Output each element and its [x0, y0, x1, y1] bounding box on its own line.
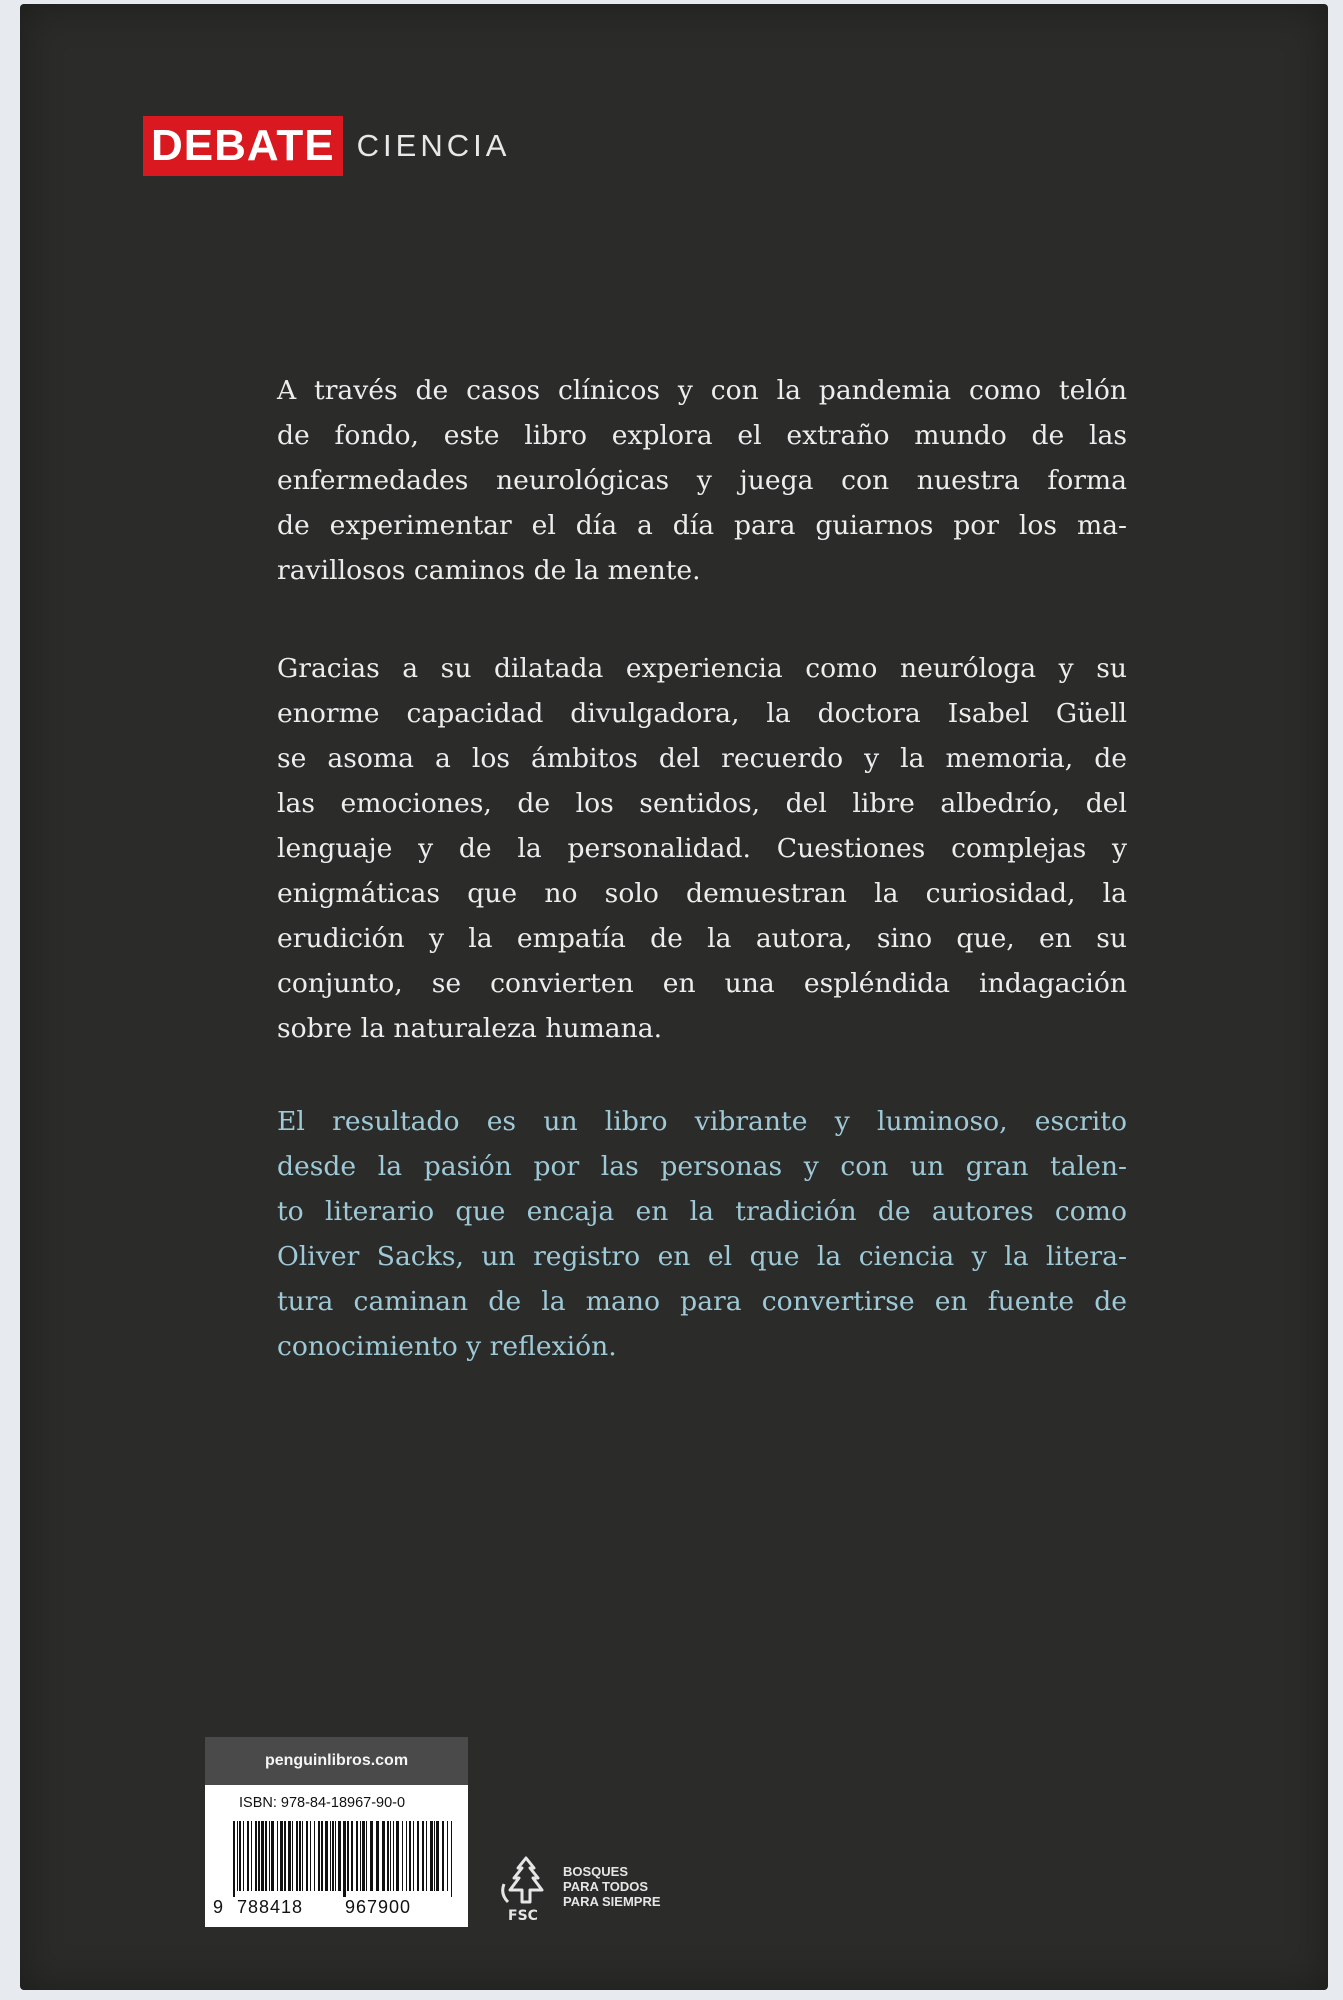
blurb-line: enfermedades neurológicas y juega con nuestra forma: [277, 465, 1127, 496]
publisher-logo: [143, 116, 510, 176]
fsc-slogan-line: PARA SIEMPRE: [563, 1894, 661, 1909]
blurb-line: se asoma a los ámbitos del recuerdo y la memoria, de: [277, 743, 1127, 774]
blurb-line: las emociones, de los sentidos, del libre albedrío, del: [277, 788, 1127, 819]
blurb-line: erudición y la empatía de la autora, sino que, en su: [277, 923, 1127, 954]
isbn-label: ISBN: 978-84-18967-90-0: [239, 1795, 406, 1811]
blurb-line: Gracias a su dilatada experiencia como neuróloga y su: [277, 653, 1127, 684]
blurb-line: tura caminan de la mano para convertirse en fuente de: [277, 1286, 1127, 1317]
blurb-line: enorme capacidad divulgadora, la doctora Isabel Güell: [277, 698, 1127, 729]
blurb-line: Oliver Sacks, un registro en el que la ciencia y la litera-: [277, 1241, 1127, 1272]
blurb-paragraph-1: [277, 368, 1127, 593]
blurb-line: desde la pasión por las personas y con un gran talen-: [277, 1151, 1127, 1182]
collection-label: CIENCIA: [356, 128, 511, 163]
blurb-paragraph-3-highlight: [277, 1099, 1127, 1369]
blurb-line: A través de casos clínicos y con la pandemia como telón: [277, 375, 1127, 406]
fsc-slogan: [563, 1864, 661, 1909]
blurb-paragraph-2: [277, 646, 1127, 1051]
blurb-line: lenguaje y de la personalidad. Cuestiones complejas y: [277, 833, 1127, 864]
fsc-label: FSC: [508, 1908, 538, 1924]
book-back-cover: [20, 4, 1328, 1990]
debate-brand-label: DEBATE: [143, 116, 343, 176]
blurb-line: conocimiento y reflexión.: [277, 1331, 617, 1362]
blurb-line: de fondo, este libro explora el extraño mundo de las: [277, 420, 1127, 451]
barcode-digit-first: 9: [213, 1897, 224, 1917]
blurb-line: to literario que encaja en la tradición de autores como: [277, 1196, 1127, 1227]
barcode-digits: [213, 1897, 461, 1918]
blurb-line: conjunto, se convierten en una espléndida indagación: [277, 968, 1127, 999]
fsc-logo: [496, 1854, 696, 1934]
blurb-line: sobre la naturaleza humana.: [277, 1013, 663, 1044]
blurb-line: de experimentar el día a día para guiarnos por los ma-: [277, 510, 1127, 541]
blurb-line: El resultado es un libro vibrante y luminoso, escrito: [277, 1106, 1127, 1137]
publisher-website: penguinlibros.com: [205, 1737, 468, 1785]
isbn-barcode-box: [205, 1737, 468, 1927]
blurb-line: enigmáticas que no solo demuestran la curiosidad, la: [277, 878, 1127, 909]
blurb-line: ravillosos caminos de la mente.: [277, 555, 701, 586]
fsc-slogan-line: PARA TODOS: [563, 1879, 648, 1894]
fsc-slogan-line: BOSQUES: [563, 1864, 629, 1879]
fsc-tree-icon: [496, 1854, 556, 1910]
barcode-digits-left: 788418: [237, 1897, 304, 1917]
barcode-digits-right: 967900: [345, 1897, 412, 1917]
barcode-icon: [233, 1821, 455, 1897]
